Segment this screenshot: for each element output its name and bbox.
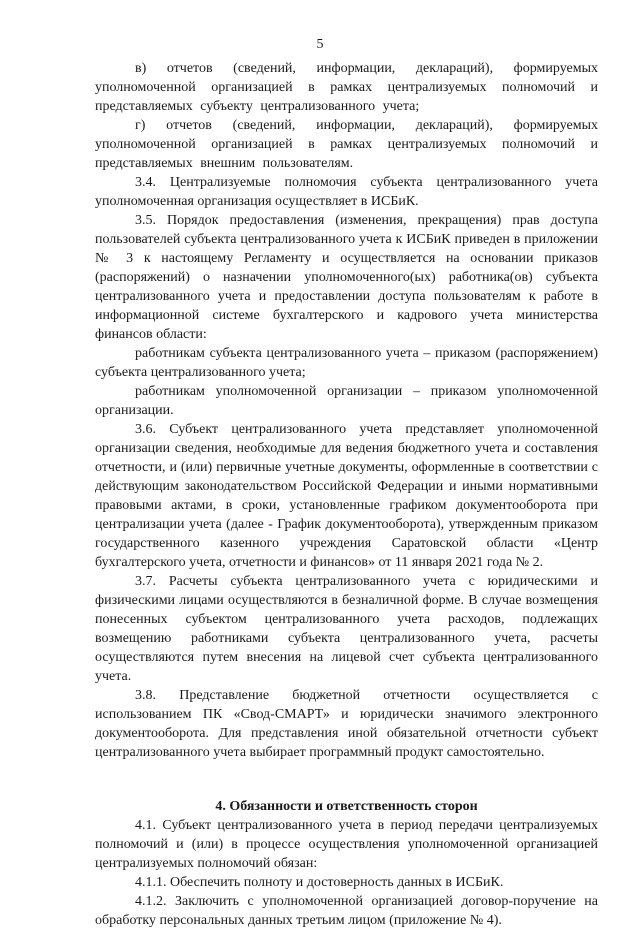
section-heading: 4. Обязанности и ответственность сторон (215, 799, 478, 814)
paragraph-3-6: 3.6. Субъект централизованного учета представляет уполномоченной организации сведения, необходимые для ведения бюджетного учета и составления отчетности, и (или) первичные учетные документы, оформленные в соответствии с действующим законодательством Российской Федерации и иными нормативными правовыми актами, в сроки, установленные графиком документооборота при централизации учета (далее - График документооборота), утвержденным приказом государственного казенного учреждения Саратовской области «Центр бухгалтерского учета, отчетности и финансов» от 11 января 2021 года № 2. (95, 422, 598, 570)
page-number: 5 (316, 37, 324, 52)
document-body (95, 59, 598, 930)
paragraph-workers-subject: работникам субъекта централизованного учета – приказом (распоряжением) субъекта централизованного учета; (95, 346, 598, 380)
paragraph-3-4: 3.4. Централизуемые полномочия субъекта централизованного учета уполномоченная организация осуществляет в ИСБиК. (95, 175, 598, 209)
paragraph-g-reports: г) отчетов (сведений, информации, деклараций), формируемых уполномоченной организацией в рамках централизуемых полномочий и представляемых внешним пользователям. (95, 118, 598, 171)
paragraph-3-8: 3.8. Представление бюджетной отчетности осуществляется с использованием ПК «Свод-СМАРТ» и юридически значимого электронного документооборота. Для представления иной обязательной отчетности субъект централизованного учета выбирает программный продукт самостоятельно. (95, 688, 598, 760)
paragraph-4-1: 4.1. Субъект централизованного учета в период передачи централизуемых полномочий и (или) в процессе осуществления уполномоченной организацией централизуемых полномочий обязан: (95, 818, 598, 871)
section-3-continuation (95, 59, 598, 762)
paragraph-workers-org: работникам уполномоченной организации – приказом уполномоченной организации. (95, 384, 598, 418)
paragraph-3-7: 3.7. Расчеты субъекта централизованного учета с юридическими и физическими лицами осуществляются в безналичной форме. В случае возмещения понесенных субъектом централизованного учета расходов, подлежащих возмещению работниками субъекта централизованного учета, расчеты осуществляются путем внесения на лицевой счет субъекта централизованного учета. (95, 574, 598, 684)
paragraph-4-1-2: 4.1.2. Заключить с уполномоченной организацией договор-поручение на обработку персональных данных третьим лицом (приложение № 4). (95, 894, 598, 928)
paragraph-v-reports: в) отчетов (сведений, информации, деклараций), формируемых уполномоченной организацией в рамках централизуемых полномочий и представляемых субъекту централизованного учета; (95, 61, 598, 114)
section-4 (95, 816, 598, 930)
paragraph-4-1-1: 4.1.1. Обеспечить полноту и достоверность данных в ИСБиК. (135, 875, 504, 890)
paragraph-3-5: 3.5. Порядок предоставления (изменения, прекращения) прав доступа пользователей субъекта централизованного учета к ИСБиК приведен в приложении № 3 к настоящему Регламенту и осуществляется на основании приказов (распоряжений) о назначении уполномоченного(ых) работника(ов) субъекта централизованного учета и предоставлении доступа пользователям к работе в информационной системе бухгалтерского и кадрового учета министерства финансов области: (95, 213, 598, 342)
